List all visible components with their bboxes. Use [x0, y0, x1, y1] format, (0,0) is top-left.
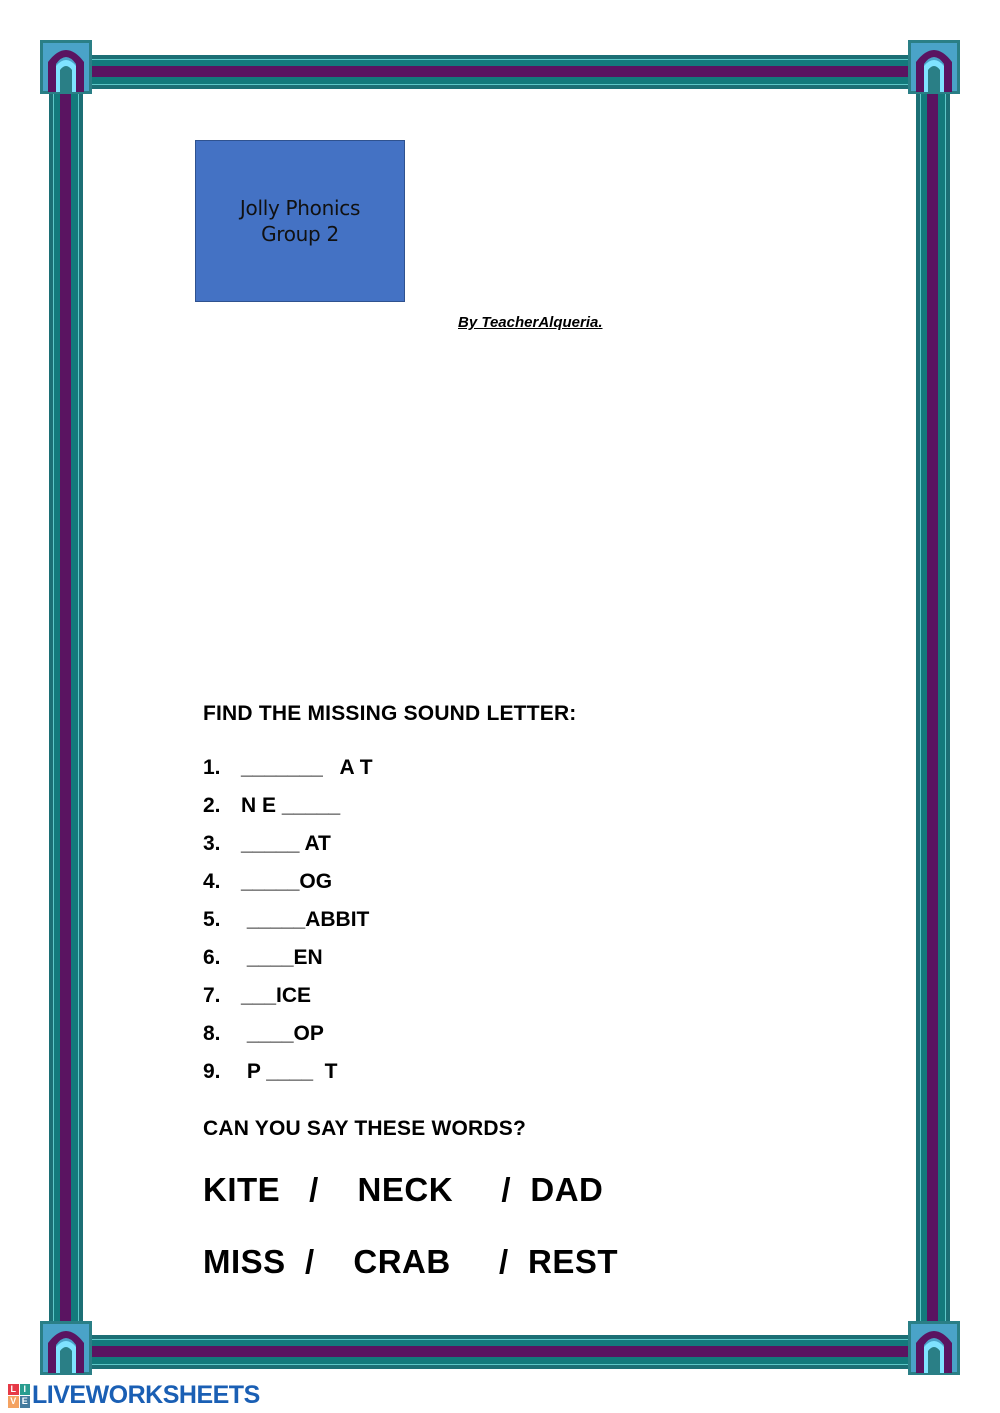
list-item — [203, 794, 373, 832]
liveworksheets-logo-icon: L I V E — [8, 1384, 30, 1408]
item-text: ____OP — [241, 1022, 324, 1045]
list-item — [203, 832, 373, 870]
item-text: _____OG — [241, 870, 333, 893]
corner-ornament-icon — [40, 1321, 92, 1375]
item-text: P ____ T — [241, 1060, 338, 1083]
word-row-1: KITE / NECK / DAD — [203, 1171, 604, 1208]
liveworksheets-logo — [8, 1381, 260, 1410]
list-item — [203, 946, 373, 984]
item-text: N E _____ — [241, 794, 341, 817]
missing-letter-list — [203, 756, 373, 1098]
title-line-2: Group 2 — [261, 222, 339, 246]
item-text: _____ AT — [241, 832, 331, 855]
exercise-heading-missing-letter: FIND THE MISSING SOUND LETTER: — [203, 702, 577, 725]
item-number: 5. — [203, 908, 221, 931]
list-item — [203, 1060, 373, 1098]
corner-ornament-icon — [40, 40, 92, 94]
item-text: _____ABBIT — [241, 908, 370, 931]
title-line-1: Jolly Phonics — [239, 196, 361, 220]
item-number: 1. — [203, 756, 221, 779]
author-byline: By TeacherAlqueria. — [458, 314, 603, 331]
list-item — [203, 1022, 373, 1060]
item-text: ____EN — [241, 946, 323, 969]
border-bottom — [70, 1335, 930, 1369]
corner-ornament-icon — [908, 40, 960, 94]
item-text: ___ICE — [241, 984, 312, 1007]
word-row-2: MISS / CRAB / REST — [203, 1243, 619, 1280]
title-box — [195, 140, 405, 302]
item-number: 2. — [203, 794, 221, 817]
border-right — [916, 70, 950, 1360]
list-item — [203, 870, 373, 908]
item-text: _______ A T — [241, 756, 373, 779]
list-item — [203, 756, 373, 794]
list-item — [203, 984, 373, 1022]
list-item — [203, 908, 373, 946]
exercise-heading-say-words: CAN YOU SAY THESE WORDS? — [203, 1117, 526, 1140]
item-number: 8. — [203, 1022, 221, 1045]
item-number: 6. — [203, 946, 221, 969]
item-number: 7. — [203, 984, 221, 1007]
border-top — [70, 55, 930, 89]
item-number: 4. — [203, 870, 221, 893]
item-number: 9. — [203, 1060, 221, 1083]
border-left — [49, 70, 83, 1360]
corner-ornament-icon — [908, 1321, 960, 1375]
item-number: 3. — [203, 832, 221, 855]
logo-text: LIVEWORKSHEETS — [32, 1381, 260, 1409]
